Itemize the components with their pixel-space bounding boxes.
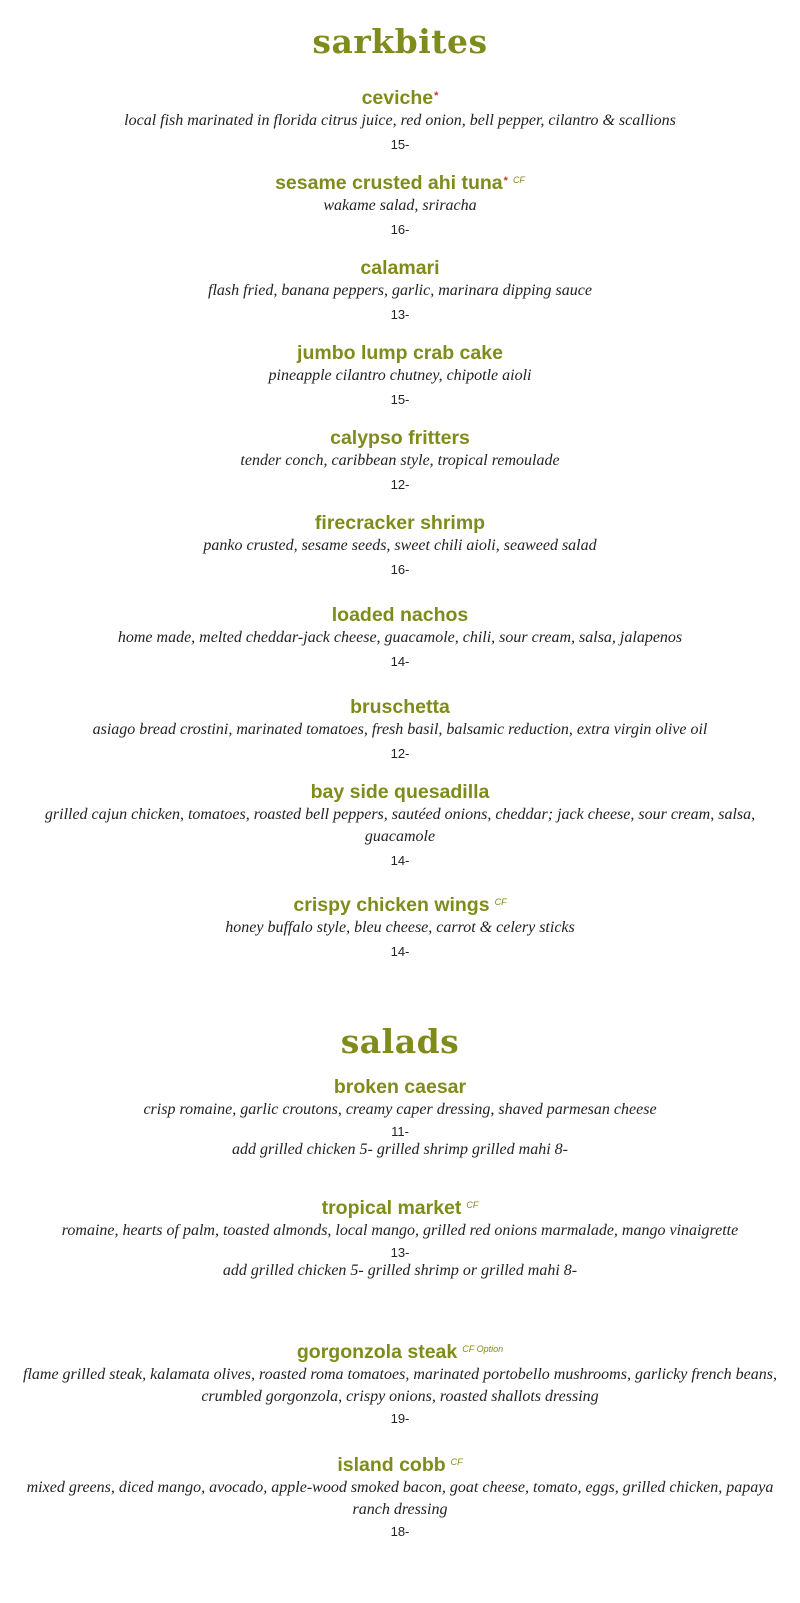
item-name: ceviche* [361, 87, 439, 109]
section-title-salads: salads [340, 1022, 460, 1061]
section-title-sarkbites: sarkbites [312, 22, 488, 61]
item-description: wakame salad, sriracha [323, 197, 477, 214]
menu-item [0, 1340, 800, 1427]
item-name: loaded nachos [331, 604, 469, 626]
item-description: panko crusted, sesame seeds, sweet chili aioli, seaweed salad [203, 537, 597, 554]
item-description: romaine, hearts of palm, toasted almonds, local mango, grilled red onions marmalade, mango vinaigrette [61, 1222, 739, 1239]
menu-item [0, 341, 800, 410]
item-name: calypso fritters [330, 427, 470, 449]
item-price: 13- [390, 1245, 410, 1260]
item-price: 14- [390, 654, 410, 669]
menu-item [0, 893, 800, 962]
menu-item [0, 426, 800, 495]
item-description: flash fried, banana peppers, garlic, marinara dipping sauce [208, 282, 592, 299]
dietary-tag: CF Option [462, 1344, 504, 1354]
menu-item [0, 86, 800, 155]
item-price: 14- [390, 944, 410, 959]
item-name: jumbo lump crab cake [297, 342, 503, 364]
menu-item [0, 603, 800, 672]
item-name: broken caesar [333, 1076, 467, 1098]
item-name: island cobb $^{CF}$ [337, 1454, 463, 1476]
item-price: 16- [390, 222, 410, 237]
item-price: 18- [390, 1524, 410, 1539]
item-description: grilled cajun chicken, tomatoes, roasted bell peppers, sautéed onions, cheddar; jack cheese, sour cream, salsa, guacamole [44, 806, 756, 845]
item-description: mixed greens, diced mango, avocado, apple-wood smoked bacon, goat cheese, tomato, eggs, grilled chicken, papaya ranch dressing [26, 1479, 774, 1518]
item-name: firecracker shrimp [314, 512, 486, 534]
menu-item [0, 511, 800, 580]
raw-warning-star: * [434, 90, 439, 102]
item-name: crispy chicken wings $^{CF}$ [293, 894, 507, 916]
menu-item [0, 780, 800, 871]
menu-item [0, 1196, 800, 1281]
item-name: tropical market $^{CF}$ [321, 1197, 479, 1219]
item-price: 19- [390, 1411, 410, 1426]
item-price: 15- [390, 392, 410, 407]
item-description: asiago bread crostini, marinated tomatoes, fresh basil, balsamic reduction, extra virgin olive oil [92, 721, 708, 738]
item-addon: add grilled chicken 5- grilled shrimp or grilled mahi 8- [222, 1262, 578, 1279]
item-name: calamari [360, 257, 440, 279]
item-description: local fish marinated in florida citrus juice, red onion, bell pepper, cilantro & scallions [124, 112, 676, 129]
item-name: bay side quesadilla [310, 781, 490, 803]
menu-item [0, 256, 800, 325]
item-price: 14- [390, 853, 410, 868]
item-price: 15- [390, 137, 410, 152]
menu-item [0, 171, 800, 240]
item-description: honey buffalo style, bleu cheese, carrot & celery sticks [225, 919, 575, 936]
dietary-tag: CF [494, 897, 507, 907]
raw-warning-star: * [503, 175, 508, 187]
item-description: home made, melted cheddar-jack cheese, guacamole, chili, sour cream, salsa, jalapenos [117, 629, 683, 646]
item-price: 16- [390, 562, 410, 577]
dietary-tag: CF [466, 1200, 479, 1210]
item-price: 11- [391, 1124, 409, 1139]
item-price: 12- [390, 477, 410, 492]
item-addon: add grilled chicken 5- grilled shrimp grilled mahi 8- [232, 1141, 568, 1158]
item-description: tender conch, caribbean style, tropical remoulade [240, 452, 560, 469]
menu-item [0, 695, 800, 764]
item-price: 12- [390, 746, 410, 761]
item-description: crisp romaine, garlic croutons, creamy caper dressing, shaved parmesan cheese [143, 1101, 657, 1118]
item-price: 13- [390, 307, 410, 322]
menu-item [0, 1075, 800, 1160]
menu-item [0, 1453, 800, 1540]
item-name: bruschetta [350, 696, 450, 718]
dietary-tag: CF [512, 175, 525, 185]
item-name: gorgonzola steak $^{CF Option}$ [296, 1341, 504, 1363]
item-name: sesame crusted ahi tuna* $^{CF}$ [275, 172, 525, 194]
item-description: flame grilled steak, kalamata olives, roasted roma tomatoes, marinated portobello mushrooms, garlicky french beans, crumbled gorgonzola, crispy onions, roasted shallots dressing [23, 1366, 777, 1405]
item-description: pineapple cilantro chutney, chipotle aioli [268, 367, 532, 384]
dietary-tag: CF [450, 1457, 463, 1467]
